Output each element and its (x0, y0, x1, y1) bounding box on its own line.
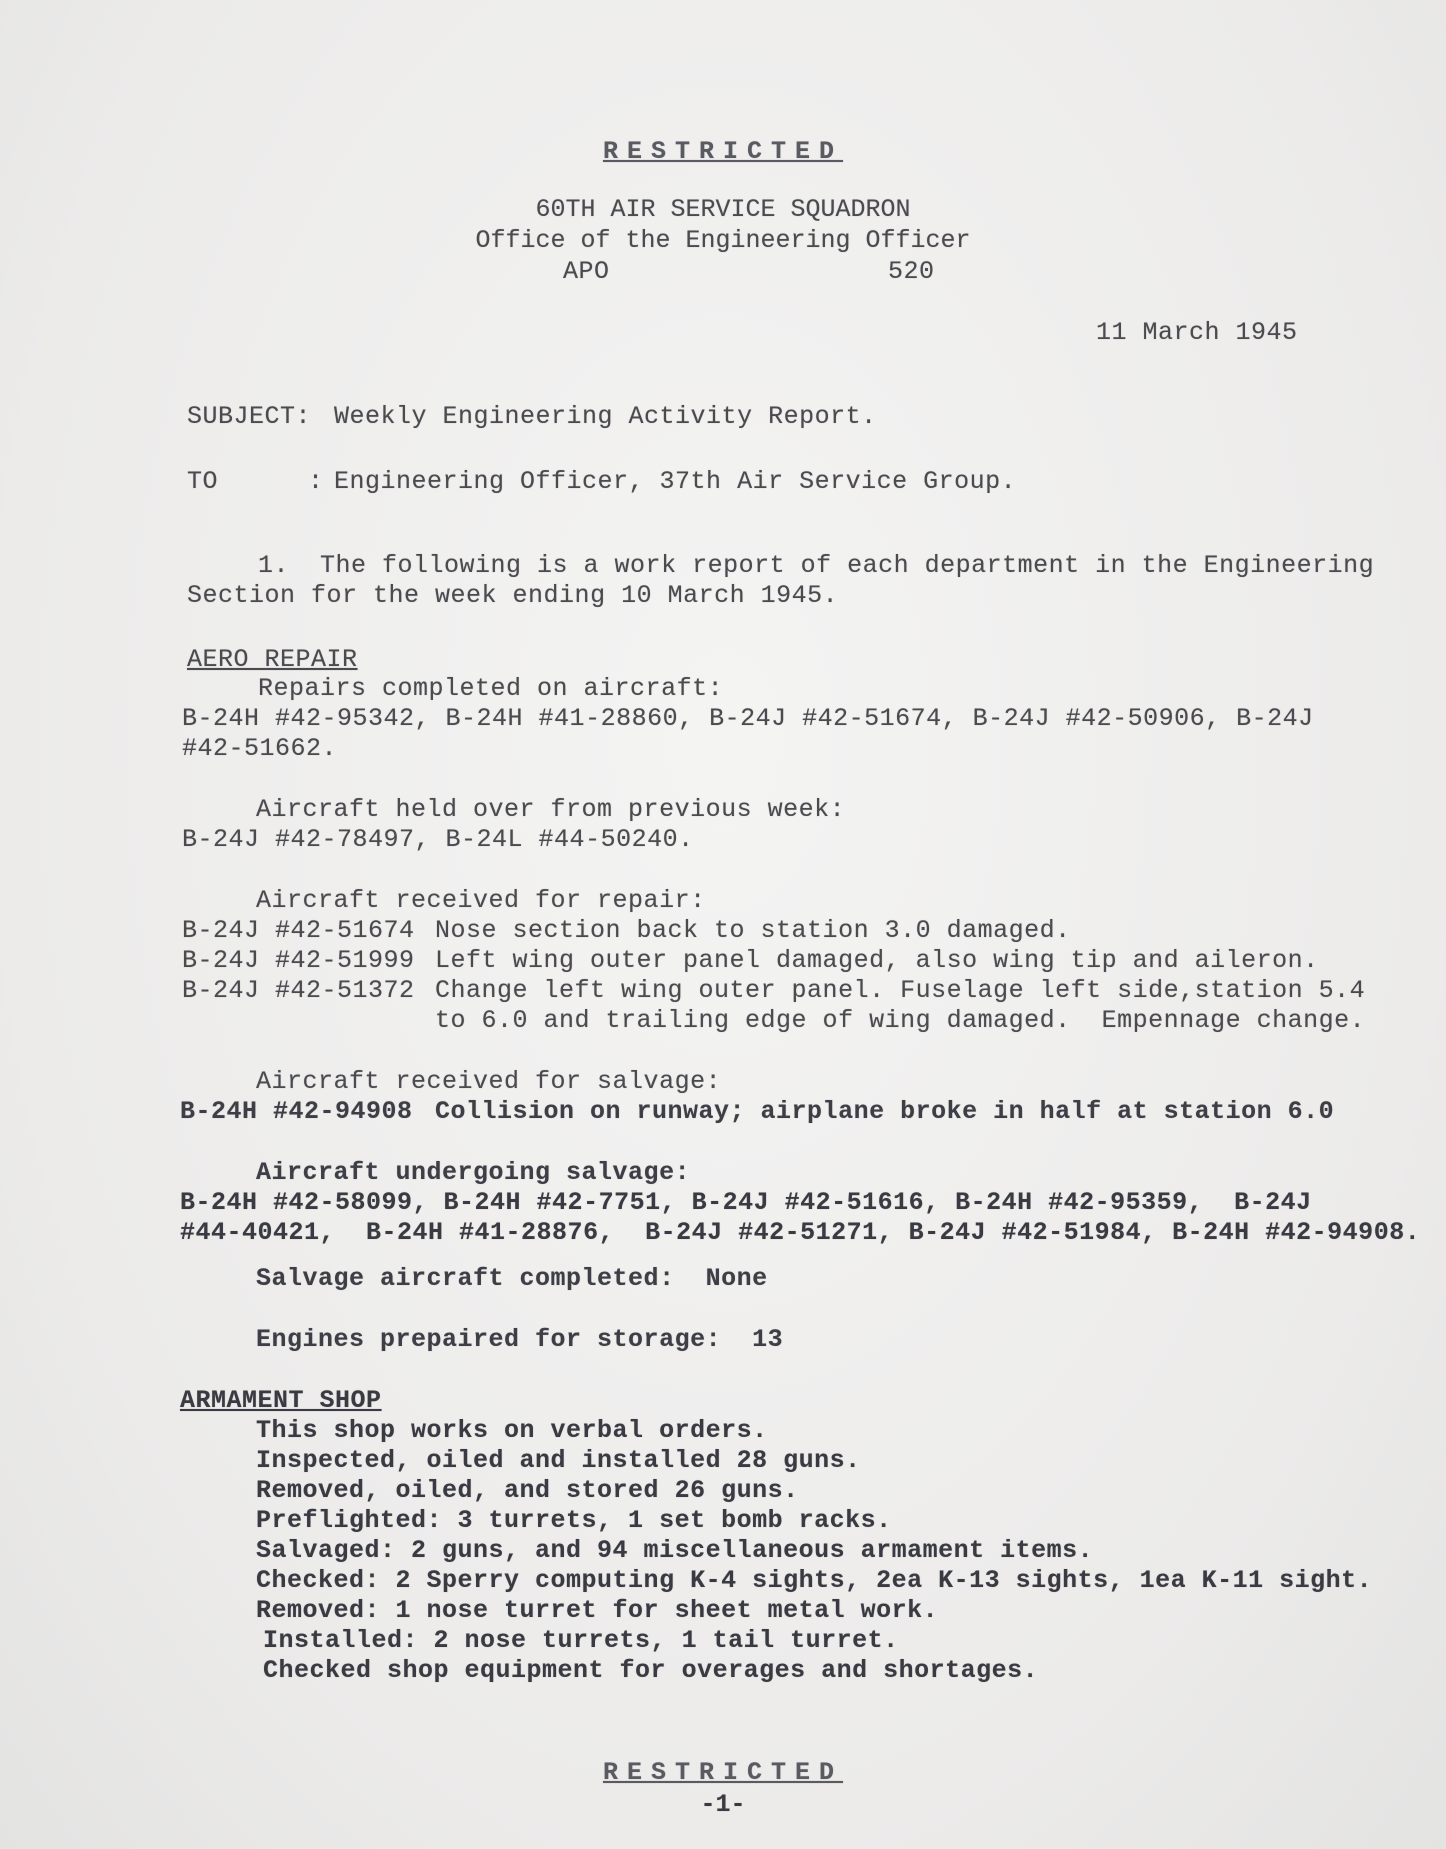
held-over-label: Aircraft held over from previous week: (256, 795, 846, 824)
repairs-completed-line-2: #42-51662. (182, 734, 338, 763)
armament-line: Checked shop equipment for overages and shortages. (263, 1656, 1039, 1685)
undergoing-salvage-line-1: B-24H #42-58099, B-24H #42-7751, B-24J #42-51616, B-24H #42-95359, B-24J (180, 1188, 1312, 1217)
received-aircraft-1: B-24J #42-51674 (182, 916, 415, 945)
classification-top: RESTRICTED (602, 137, 844, 166)
subject-label: SUBJECT: (187, 402, 312, 431)
received-aircraft-3: B-24J #42-51372 (182, 976, 415, 1005)
aero-repair-heading: AERO REPAIR (187, 645, 358, 674)
undergoing-salvage-label: Aircraft undergoing salvage: (256, 1158, 691, 1187)
salvage-completed: Salvage aircraft completed: None (256, 1264, 768, 1293)
to-separator: : (308, 467, 324, 496)
intro-line-2: Section for the week ending 10 March 1945. (187, 581, 839, 610)
repairs-completed-label: Repairs completed on aircraft: (258, 674, 724, 703)
to-text: Engineering Officer, 37th Air Service Group. (334, 467, 1017, 496)
received-salvage-label: Aircraft received for salvage: (256, 1067, 722, 1096)
armament-line: Removed: 1 nose turret for sheet metal work. (256, 1596, 939, 1625)
undergoing-salvage-line-2: #44-40421, B-24H #41-28876, B-24J #42-51271, B-24J #42-51984, B-24H #42-94908. (180, 1218, 1421, 1247)
classification-bottom: RESTRICTED (602, 1758, 844, 1787)
office-name: Office of the Engineering Officer (475, 226, 971, 255)
apo-number: 520 (888, 257, 935, 286)
received-desc-2: Left wing outer panel damaged, also wing tip and aileron. (435, 946, 1319, 975)
received-desc-1: Nose section back to station 3.0 damaged. (435, 916, 1071, 945)
received-repair-label: Aircraft received for repair: (256, 886, 706, 915)
armament-line: Installed: 2 nose turrets, 1 tail turret. (263, 1626, 899, 1655)
armament-heading: ARMAMENT SHOP (180, 1386, 382, 1415)
armament-line: Removed, oiled, and stored 26 guns. (256, 1476, 799, 1505)
repairs-completed-line-1: B-24H #42-95342, B-24H #41-28860, B-24J #42-51674, B-24J #42-50906, B-24J (182, 704, 1314, 733)
engines-prepared: Engines prepaired for storage: 13 (256, 1325, 784, 1354)
armament-line: Inspected, oiled and installed 28 guns. (256, 1446, 861, 1475)
held-over-line: B-24J #42-78497, B-24L #44-50240. (182, 825, 694, 854)
subject-text: Weekly Engineering Activity Report. (334, 402, 877, 431)
salvage-desc: Collision on runway; airplane broke in half at station 6.0 (435, 1097, 1335, 1126)
intro-line-1: 1. The following is a work report of each department in the Engineering (258, 551, 1375, 580)
armament-line: This shop works on verbal orders. (256, 1416, 768, 1445)
received-aircraft-2: B-24J #42-51999 (182, 946, 415, 975)
apo-label: APO (563, 257, 610, 286)
page-number: -1- (700, 1790, 746, 1819)
salvage-aircraft: B-24H #42-94908 (180, 1097, 413, 1126)
received-desc-3-cont: to 6.0 and trailing edge of wing damaged. Empennage change. (435, 1006, 1366, 1035)
armament-line: Checked: 2 Sperry computing K-4 sights, 2ea K-13 sights, 1ea K-11 sight. (256, 1566, 1373, 1595)
armament-line: Salvaged: 2 guns, and 94 miscellaneous armament items. (256, 1536, 1094, 1565)
to-label: TO (187, 467, 219, 496)
unit-name: 60TH AIR SERVICE SQUADRON (535, 195, 911, 224)
armament-line: Preflighted: 3 turrets, 1 set bomb racks. (256, 1506, 892, 1535)
report-date: 11 March 1945 (1096, 318, 1298, 347)
received-desc-3: Change left wing outer panel. Fuselage left side,station 5.4 (435, 976, 1366, 1005)
